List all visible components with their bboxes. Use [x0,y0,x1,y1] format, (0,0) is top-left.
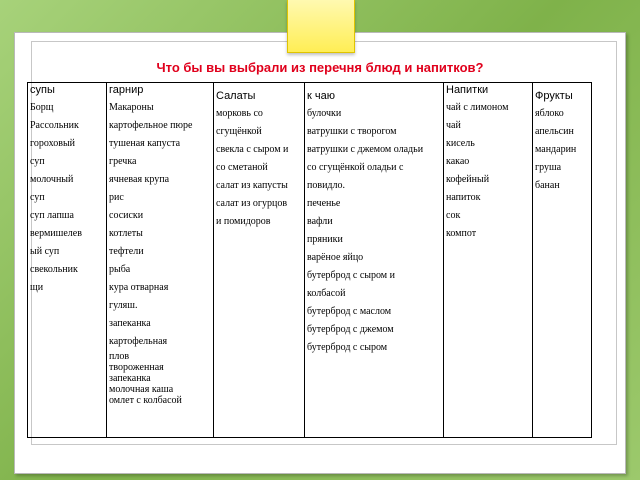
menu-item: вермишелев [30,228,82,239]
menu-item: чай с лимоном [446,102,509,113]
menu-item: твороженная [109,362,164,373]
menu-item: груша [535,162,562,173]
menu-item: молочный [30,174,74,185]
menu-item: плов [109,351,130,362]
menu-item: запеканка [109,373,151,384]
menu-item: котлеты [109,228,143,239]
slide-title: Что бы вы выбрали из перечня блюд и напитков? [156,60,484,75]
menu-item: сосиски [109,210,144,221]
menu-item: Макароны [109,102,154,113]
column-salads [214,83,305,438]
menu-item: молочная каша [109,384,174,395]
menu-item: бутерброд с сыром и [307,270,395,281]
column-tea [305,83,444,438]
menu-item: салат из огурцов [216,198,288,209]
column-soups [28,83,107,438]
column-garnish [107,83,214,438]
menu-item: салат из капусты [216,180,288,191]
menu-item: сок [446,210,461,221]
menu-item: бутерброд с маслом [307,306,392,317]
menu-item: мандарин [535,144,577,155]
menu-item: гороховый [30,138,76,149]
menu-item: и помидоров [216,216,271,227]
column-header: Салаты [216,90,256,102]
menu-item: гуляш. [109,300,138,311]
menu-table [27,82,592,438]
menu-item: омлет с колбасой [109,395,182,406]
menu-item: бутерброд с джемом [307,324,394,335]
column-header: Напитки [446,84,489,96]
menu-item: тушеная капуста [109,138,181,149]
menu-item: гречка [109,156,137,167]
column-header: Фрукты [535,90,573,102]
menu-item: свекольник [30,264,78,275]
menu-item: банан [535,180,560,191]
menu-item: пряники [307,234,343,245]
menu-item: компот [446,228,477,239]
menu-item: варёное яйцо [307,252,364,263]
menu-item: ватрушки с творогом [307,126,397,137]
menu-item: запеканка [109,318,151,329]
menu-item: кура отварная [109,282,169,293]
sticky-note-pin [287,0,355,53]
menu-item: щи [30,282,44,293]
menu-item: чай [446,120,461,131]
menu-item: вафли [307,216,333,227]
menu-item: ватрушки с джемом оладьи [307,144,424,155]
menu-item: суп лапша [30,210,74,221]
menu-item: какао [446,156,470,167]
menu-item: повидло. [307,180,346,191]
menu-item: рис [109,192,124,203]
menu-item: сгущёнкой [216,126,262,137]
column-header: к чаю [307,90,335,102]
menu-item: печенье [307,198,341,209]
menu-item: кисель [446,138,475,149]
menu-item: свекла с сыром и [216,144,289,155]
menu-item: ый суп [30,246,60,257]
menu-item: колбасой [307,288,346,299]
menu-item: суп [30,192,45,203]
menu-item: бутерброд с сыром [307,342,388,353]
menu-item: напиток [446,192,481,203]
menu-item: со сгущёнкой оладьи с [307,162,404,173]
menu-item: Борщ [30,102,54,113]
menu-item: тефтели [109,246,144,257]
column-header: супы [30,84,55,96]
menu-item: апельсин [535,126,574,137]
column-header: гарнир [109,84,144,96]
column-fruits [533,83,592,438]
menu-item: картофельная [109,336,168,347]
menu-item: кофейный [446,174,490,185]
menu-item: яблоко [535,108,564,119]
menu-item: рыба [109,264,131,275]
column-drinks [444,83,533,438]
menu-item: ячневая крупа [109,174,170,185]
menu-item: картофельное пюре [109,120,193,131]
menu-item: морковь со [216,108,263,119]
menu-item: булочки [307,108,342,119]
menu-item: Рассольник [30,120,79,131]
menu-item: суп [30,156,45,167]
menu-item: со сметаной [216,162,268,173]
